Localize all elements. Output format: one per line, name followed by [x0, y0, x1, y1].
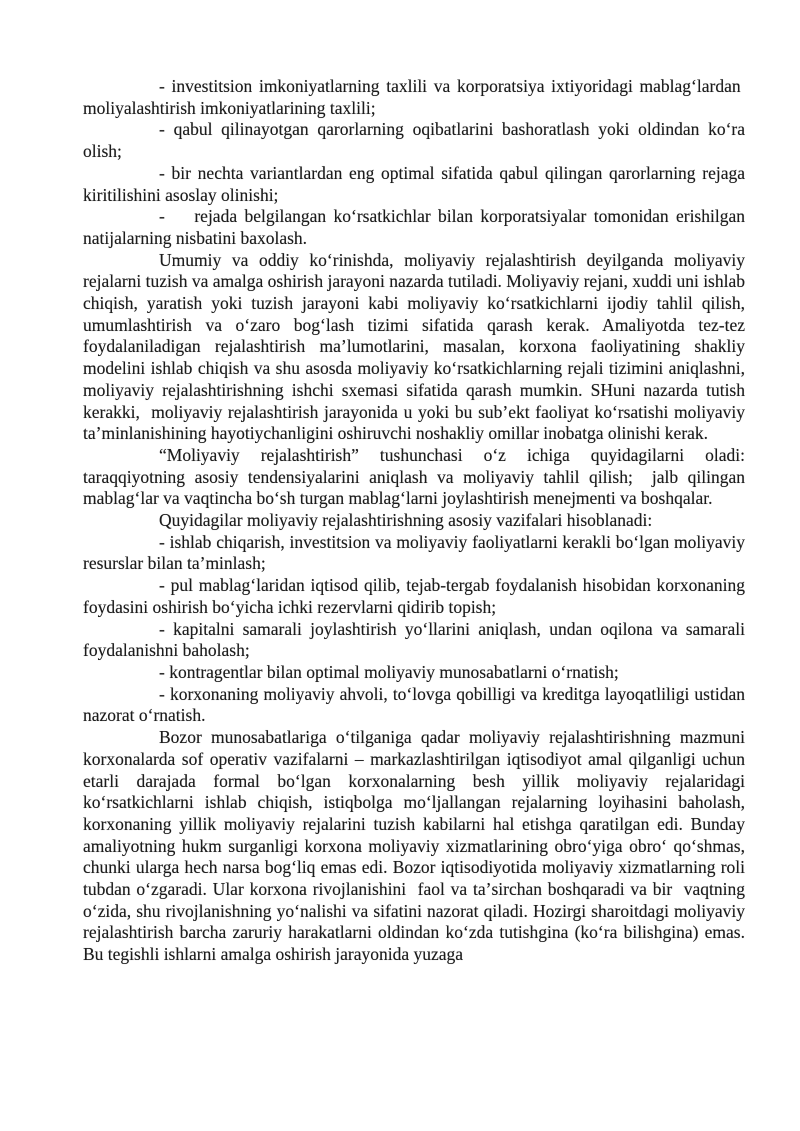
document-text-block: [83, 76, 745, 966]
paragraph-bullet-reserves: - pul mablagʻlaridan iqtisod qilib, tejab-tergab foydalanish hisobidan korxonaning foydasini oshirish boʻyicha ichki rezervlarni qidirib topish;: [83, 575, 745, 617]
paragraph-general-definition: Umumiy va oddiy koʻrinishda, moliyaviy rejalashtirish deyilganda moliyaviy rejalarni tuzish va amalga oshirish jarayoni nazarda tutiladi. Moliyaviy rejani, xuddi uni ishlab chiqish, yaratish yoki tuzish jarayoni kabi moliyaviy koʻrsatkichlarni ijodiy tahlil qilish, umumlashtirish va oʻzaro bogʻlash tizimi sifatida qarash kerak. Amaliyotda tez-tez foydalaniladigan rejalashtirish maʼlumotlarini, masalan, korxona faoliyatining shakliy modelini ishlab chiqish va shu asosda moliyaviy koʻrsatkichlarning rejali tizimini aniqlashni, moliyaviy rejalashtirishning ishchi sxemasi sifatida qarash mumkin. SHuni nazarda tutish kerakki, moliyaviy rejalashtirish jarayonida u yoki bu subʼekt faoliyat koʻrsatishi moliyaviy taʼminlanishining hayotiychanligini oshiruvchi noshakliy omillar inobatga olinishi kerak.: [83, 249, 745, 444]
paragraph-bullet-financial-control: - korxonaning moliyaviy ahvoli, toʻlovga qobilligi va kreditga layoqatliligi ustidan nazorat oʻrnatish.: [83, 683, 745, 726]
paragraph-bullet-capital: - kapitalni samarali joylashtirish yoʻllarini aniqlash, undan oqilona va samarali foydalanishni baholash;: [83, 618, 745, 661]
paragraph-bullet-resources: - ishlab chiqarish, investitsion va moliyaviy faoliyatlarni kerakli boʻlgan moliyaviy resurslar bilan taʼminlash;: [83, 531, 745, 574]
paragraph-bullet-investment-analysis: - investitsion imkoniyatlarning taxlili va korporatsiya ixtiyoridagi mablagʻlardan moliyalashtirish imkoniyatlarining taxlili;: [83, 76, 745, 118]
paragraph-concept-includes: “Moliyaviy rejalashtirish” tushunchasi oʻz ichiga quyidagilarni oladi: taraqqiyotning asosiy tendensiyalarini aniqlash va moliyaviy tahlil qilish; jalb qilingan mablagʻlar va vaqtincha boʻsh turgan mablagʻlarni joylashtirish menejmenti va boshqalar.: [83, 444, 745, 509]
paragraph-tasks-intro: Quyidagilar moliyaviy rejalashtirishning asosiy vazifalari hisoblanadi:: [159, 510, 653, 531]
paragraph-bullet-optimal-variant: - bir nechta variantlardan eng optimal sifatida qabul qilingan qarorlarning rejaga kiritilishini asoslay olinishi;: [83, 162, 745, 205]
paragraph-market-relations: Bozor munosabatlariga oʻtilganiga qadar moliyaviy rejalashtirishning mazmuni korxonalarda sof operativ vazifalarni – markazlashtirilgan iqtisodiyot amal qilganligi uchun etarli darajada formal boʻlgan korxonalarning besh yillik moliyaviy rejalaridagi koʻrsatkichlarni ishlab chiqish, istiqbolga moʻljallangan rejalarning loyihasini baholash, korxonaning yillik moliyaviy rejalarini tuzish kabilarni hal etishga qaratilgan edi. Bunday amaliyotning hukm surganligi korxona moliyaviy xizmatlarining obroʻyiga obroʻ qoʻshmas, chunki ularga hech narsa bogʻliq emas edi. Bozor iqtisodiyotida moliyaviy xizmatlarning roli tubdan oʻzgaradi. Ular korxona rivojlanishini faol va taʼsirchan boshqaradi va bir vaqtning oʻzida, shu rivojlanishning yoʻnalishi va sifatini nazorat qiladi. Hozirgi sharoitdagi moliyaviy rejalashtirish barcha zaruriy harakatlarni oldindan koʻzda tutishgina (koʻra bilishgina) emas. Bu tegishli ishlarni amalga oshirish jarayonida yuzaga: [83, 727, 745, 965]
paragraph-bullet-decision-forecast: - qabul qilinayotgan qarorlarning oqibatlarini bashoratlash yoki oldindan koʻra olish;: [83, 119, 745, 162]
paragraph-bullet-contragents: - kontragentlar bilan optimal moliyaviy munosabatlarni oʻrnatish;: [159, 661, 619, 682]
paragraph-bullet-plan-indicators: - rejada belgilangan koʻrsatkichlar bilan korporatsiyalar tomonidan erishilgan natijalarning nisbatini baxolash.: [83, 206, 745, 248]
